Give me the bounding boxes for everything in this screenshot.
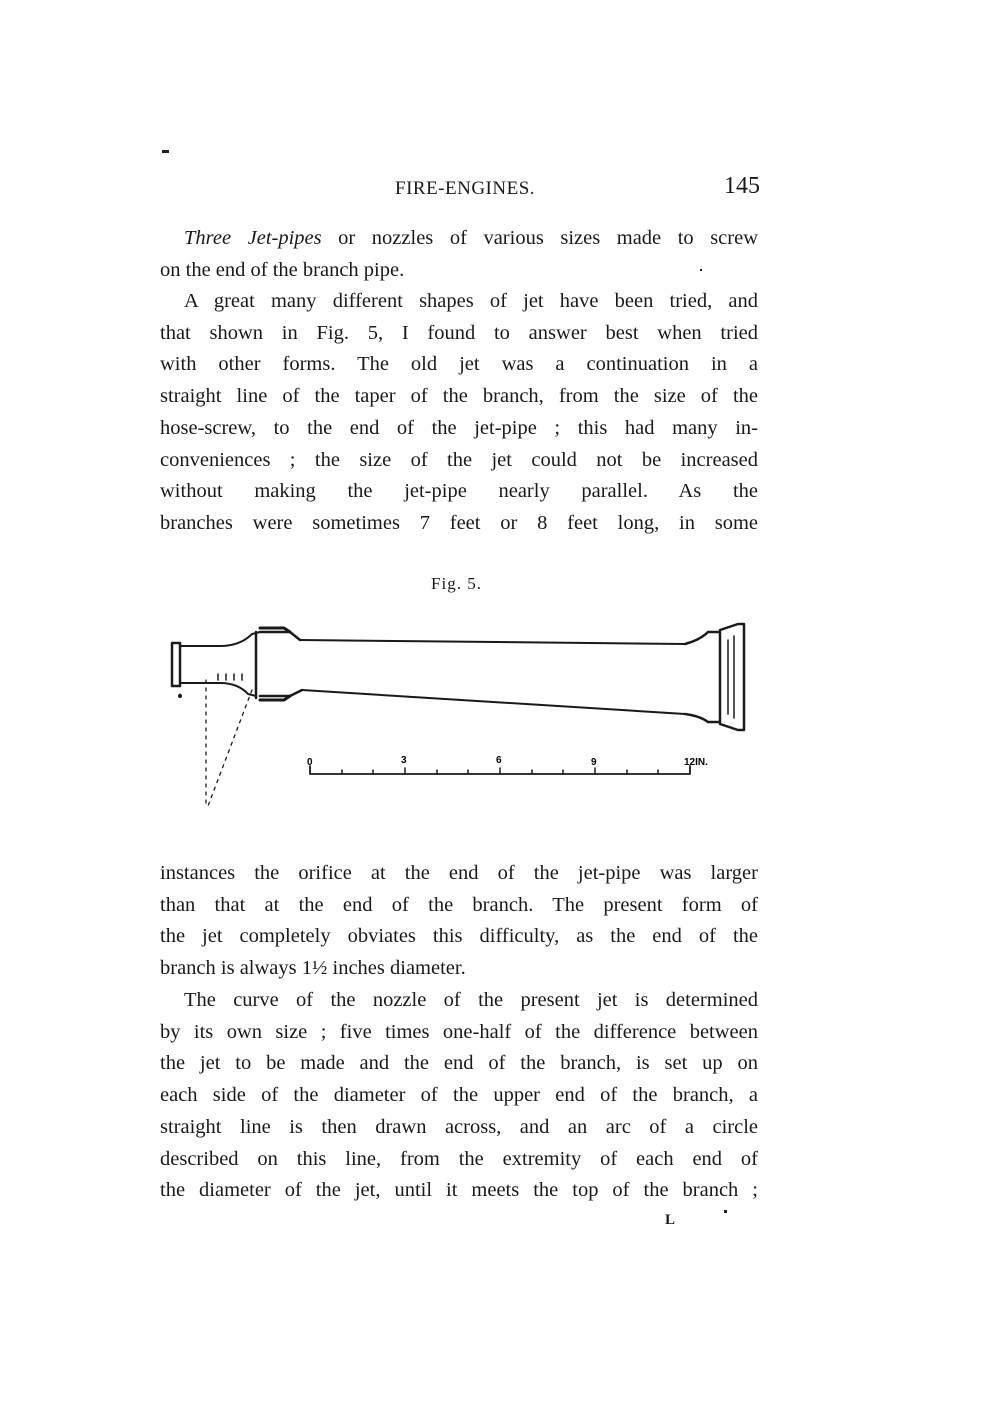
- figure-caption: [0, 574, 1005, 594]
- text-line: that shown in Fig. 5, I found to answer best when tried: [160, 321, 758, 344]
- text-line: The curve of the nozzle of the present jet is determined: [184, 989, 758, 1011]
- hose-screw-end: [685, 632, 720, 722]
- stray-dot: [700, 269, 702, 271]
- text-line: by its own size ; five times one-half of the difference between: [160, 1020, 758, 1043]
- text-line: branches were sometimes 7 feet or 8 feet long, in some: [160, 511, 758, 534]
- stray-mark: [162, 150, 169, 153]
- scale-label-0: 0: [307, 757, 313, 768]
- text-line: the diameter of the jet, until it meets the top of the branch ;: [160, 1179, 758, 1202]
- text-line: instances the orifice at the end of the jet-pipe was larger: [160, 862, 758, 884]
- text-line: with other forms. The old jet was a continuation in a: [160, 353, 758, 376]
- construction-lines: [180, 680, 252, 806]
- text-line: each side of the diameter of the upper end of the branch, a: [160, 1084, 758, 1107]
- text-line: branch is always 1½ inches diameter.: [160, 957, 466, 980]
- text-fragment: or nozzles of various sizes made to screw: [321, 227, 759, 249]
- text-line: A great many different shapes of jet have been tried, and: [184, 290, 758, 312]
- orifice-marks: [218, 674, 242, 680]
- stray-dot: [724, 1210, 727, 1213]
- text-line: [160, 223, 758, 255]
- dot-mark: [178, 694, 182, 698]
- paragraph-instances: [160, 858, 758, 985]
- nozzle-tip: [172, 643, 180, 686]
- scale-label-3: 3: [401, 755, 407, 766]
- figure-caption-text: Fig. 5.: [431, 574, 482, 593]
- paragraph-nozzle-curve: [160, 985, 758, 1207]
- running-head: [160, 170, 760, 210]
- page-number: 145: [724, 173, 760, 199]
- branch-pipe: [300, 640, 685, 714]
- text-line: hose-screw, to the end of the jet-pipe ; this had many in-: [160, 416, 758, 439]
- text-line: straight line is then drawn across, and an arc of a circle: [160, 1115, 758, 1138]
- scale-label-12in: 12IN.: [684, 757, 708, 768]
- paragraph-jet-shapes: [160, 286, 758, 540]
- scale-label-6: 6: [496, 755, 502, 766]
- jet-pipe-figure: [160, 610, 760, 820]
- text-line: conveniences ; the size of the jet could not be increased: [160, 448, 758, 471]
- paragraph-jet-pipes: [160, 223, 758, 286]
- running-title: FIRE-ENGINES.: [395, 178, 536, 199]
- scale-ticks: [342, 768, 658, 774]
- text-line: without making the jet-pipe nearly parallel. As the: [160, 480, 758, 503]
- text-line: the jet to be made and the end of the branch, is set up on: [160, 1052, 758, 1075]
- italic-lead: Three Jet-pipes: [184, 227, 322, 249]
- text-line: the jet completely obviates this difficulty, as the end of the: [160, 925, 758, 948]
- text-line: on the end of the branch pipe.: [160, 258, 405, 281]
- signature-mark: L: [665, 1212, 676, 1228]
- text-line: described on this line, from the extremity of each end of: [160, 1147, 758, 1170]
- text-line: than that at the end of the branch. The present form of: [160, 893, 758, 916]
- scale-label-9: 9: [591, 757, 597, 768]
- nozzle-body: [180, 632, 260, 696]
- text-line: straight line of the taper of the branch, from the size of the: [160, 385, 758, 408]
- coupling-collar: [256, 632, 302, 698]
